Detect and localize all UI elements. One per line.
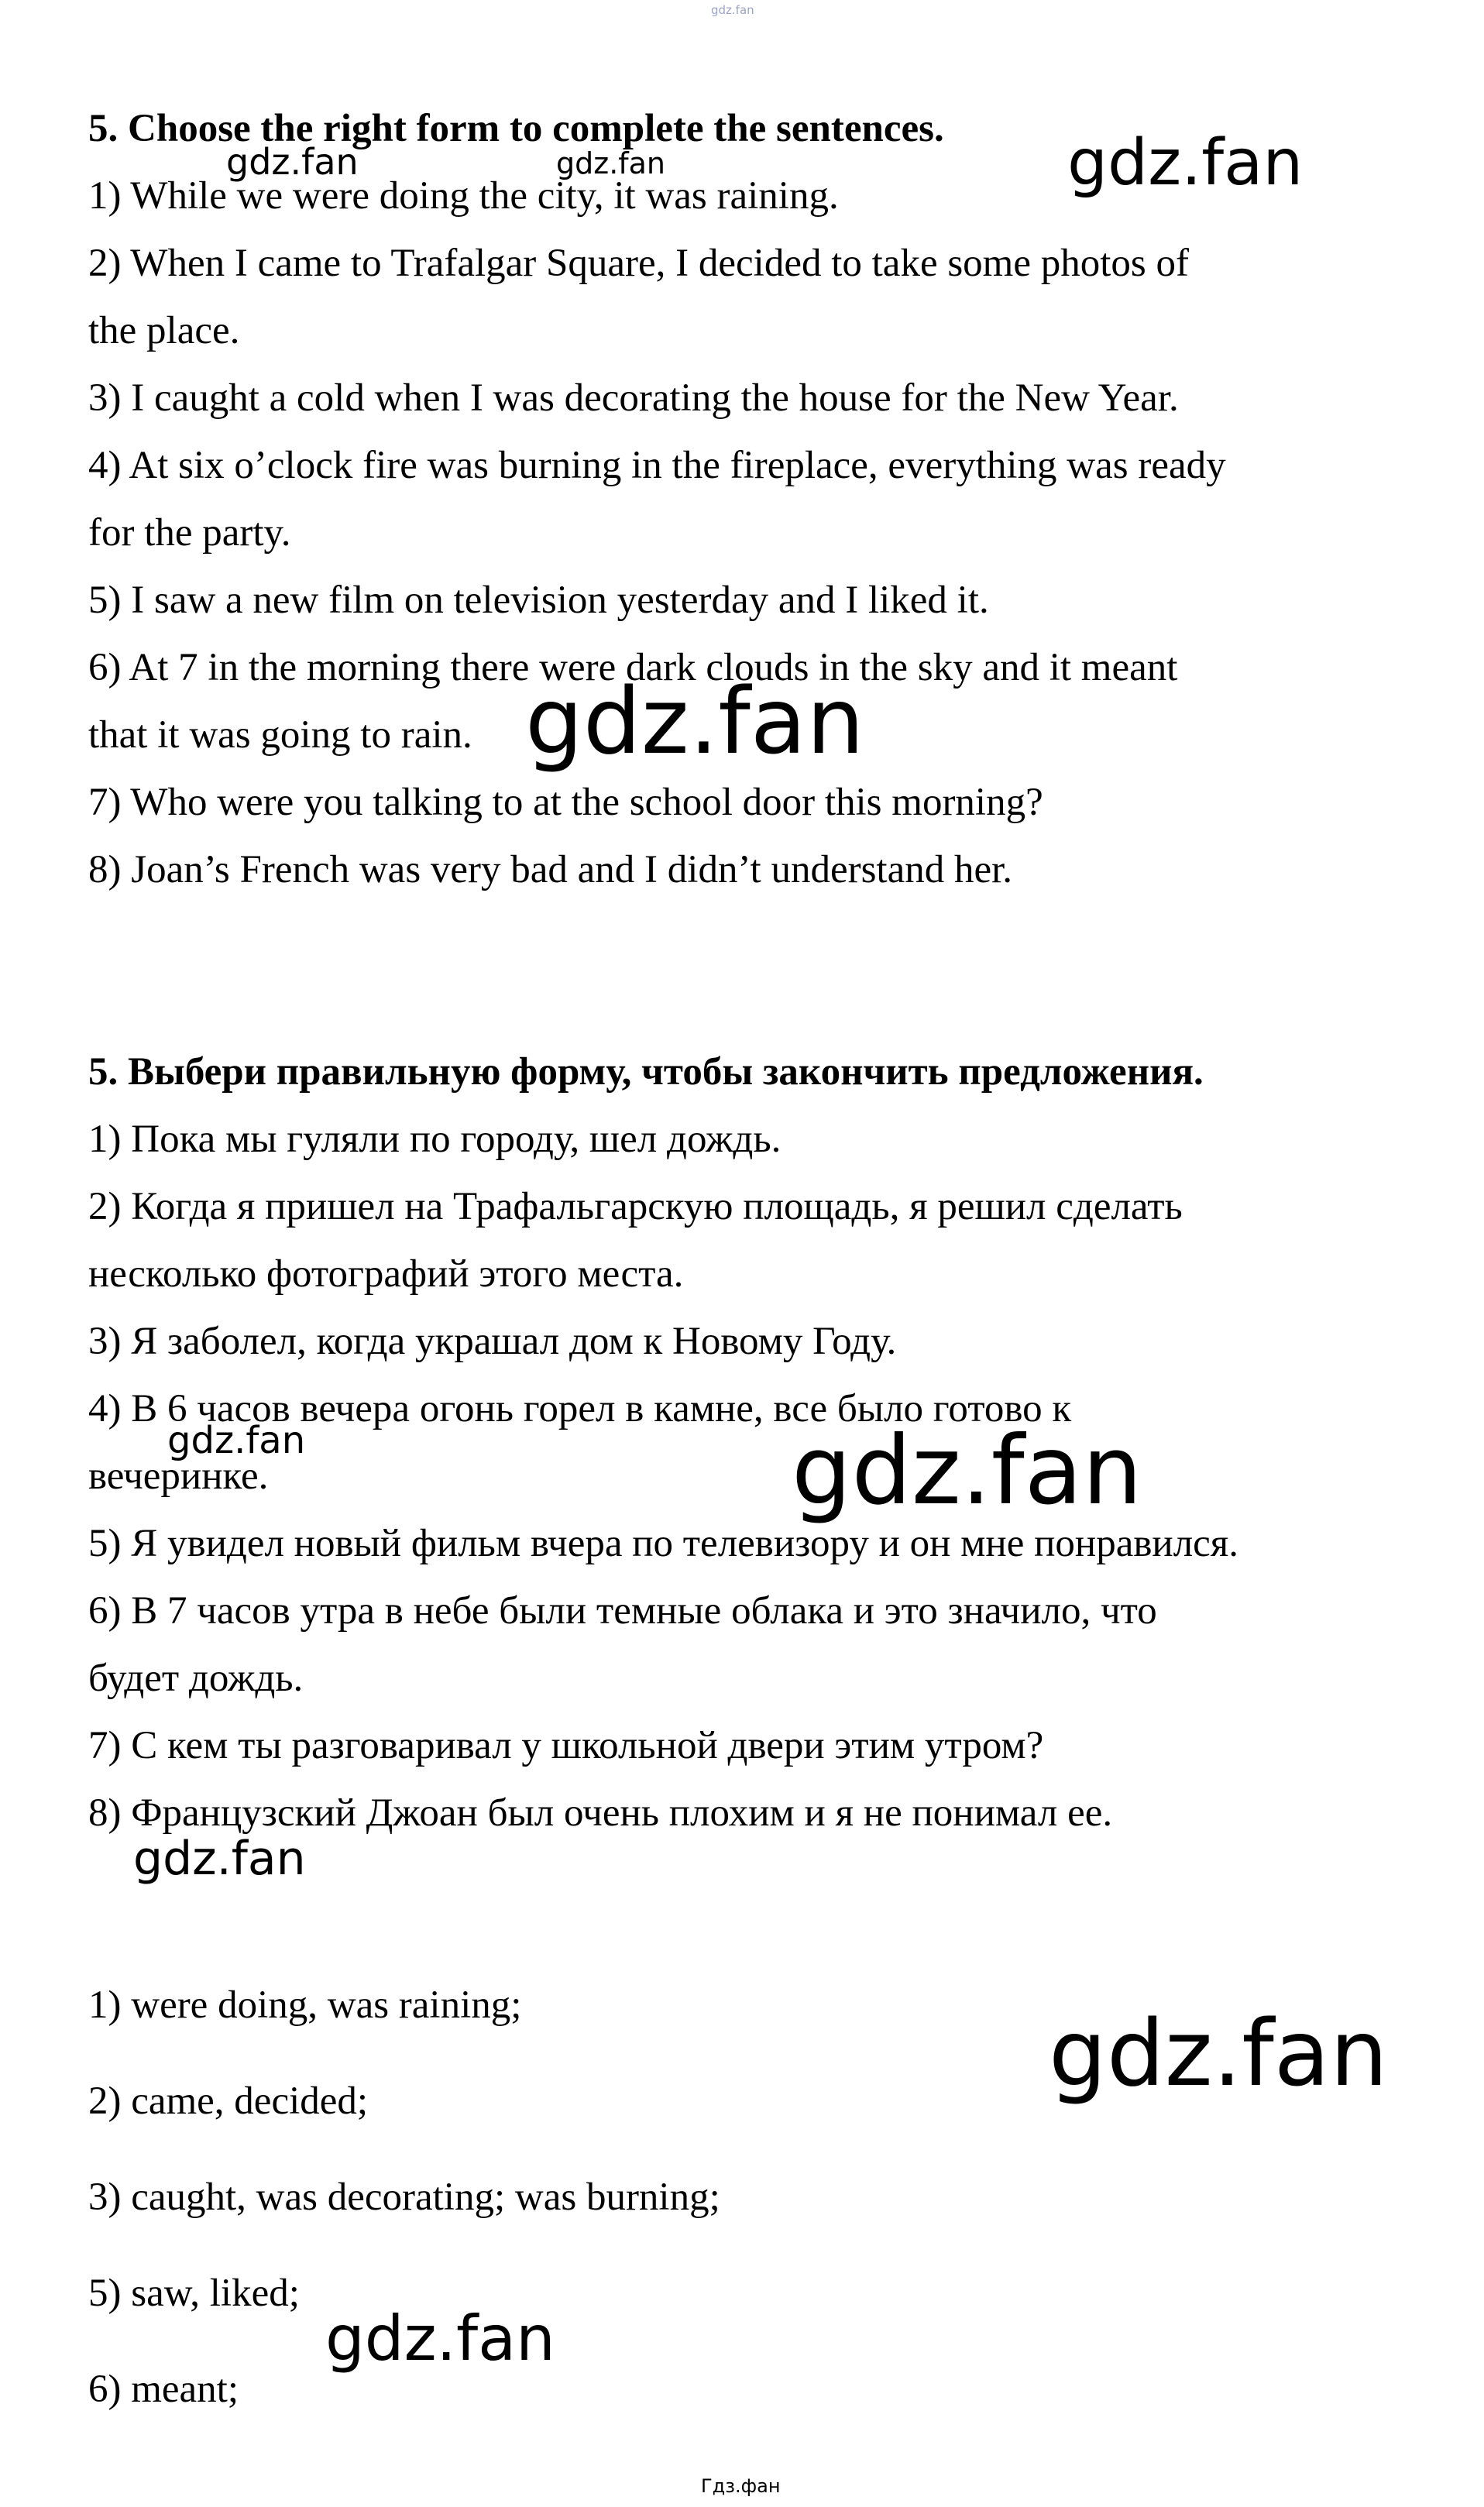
footer-watermark: Гдз.фан [701, 2475, 781, 2497]
english-line: 2) When I came to Trafalgar Square, I decided to take some photos of [88, 242, 1189, 285]
russian-line: 5) Я увидел новый фильм вчера по телевизору и он мне понравился. [88, 1522, 1239, 1565]
english-line: the place. [88, 309, 240, 352]
english-line: 5) I saw a new film on television yesterday and I liked it. [88, 579, 989, 622]
english-line: 8) Joan’s French was very bad and I didn’t understand her. [88, 848, 1013, 891]
watermark: gdz.fan [556, 146, 666, 180]
answer-line: 2) came, decided; [88, 2079, 369, 2123]
watermark: gdz.fan [167, 1419, 306, 1462]
english-line: for the party. [88, 511, 291, 555]
english-line: that it was going to rain. [88, 713, 472, 757]
watermark: gdz.fan [325, 2303, 555, 2375]
answer-line: 6) meant; [88, 2368, 239, 2411]
russian-title: 5. Выбери правильную форму, чтобы закончить предложения. [88, 1050, 1204, 1094]
watermark: gdz.fan [226, 141, 359, 183]
watermark: gdz.fan [525, 668, 864, 774]
english-title: 5. Choose the right form to complete the sentences. [88, 107, 944, 150]
watermark: gdz.fan [1049, 2000, 1388, 2107]
english-line: 4) At six o’clock fire was burning in the fireplace, everything was ready [88, 444, 1226, 487]
russian-line: вечеринке. [88, 1454, 269, 1498]
russian-line: 6) В 7 часов утра в небе были темные облака и это значило, что [88, 1589, 1157, 1633]
english-line: 1) While we were doing the city, it was raining. [88, 174, 839, 218]
russian-line: 4) В 6 часов вечера огонь горел в камне, все было готово к [88, 1387, 1072, 1430]
russian-line: 3) Я заболел, когда украшал дом к Новому Году. [88, 1320, 897, 1363]
watermark: gdz.fan [792, 1416, 1142, 1526]
russian-line: 1) Пока мы гуляли по городу, шел дождь. [88, 1118, 782, 1161]
answer-line: 5) saw, liked; [88, 2272, 300, 2315]
answer-line: 3) caught, was decorating; was burning; [88, 2176, 720, 2219]
watermark: gdz.fan [1067, 126, 1304, 200]
english-line: 7) Who were you talking to at the school door this morning? [88, 781, 1043, 824]
english-line: 6) At 7 in the morning there were dark clouds in the sky and it meant [88, 646, 1178, 689]
russian-line: 8) Французский Джоан был очень плохим и я не понимал ее. [88, 1791, 1113, 1835]
russian-line: будет дождь. [88, 1657, 304, 1700]
english-line: 3) I caught a cold when I was decorating the house for the New Year. [88, 376, 1179, 420]
answer-line: 1) were doing, was raining; [88, 1983, 522, 2027]
watermark: gdz.fan [133, 1832, 306, 1886]
russian-line: 2) Когда я пришел на Трафальгарскую площадь, я решил сделать [88, 1185, 1183, 1228]
russian-line: 7) С кем ты разговаривал у школьной двери этим утром? [88, 1724, 1044, 1767]
header-watermark: gdz.fan [711, 3, 754, 17]
russian-line: несколько фотографий этого места. [88, 1252, 684, 1296]
